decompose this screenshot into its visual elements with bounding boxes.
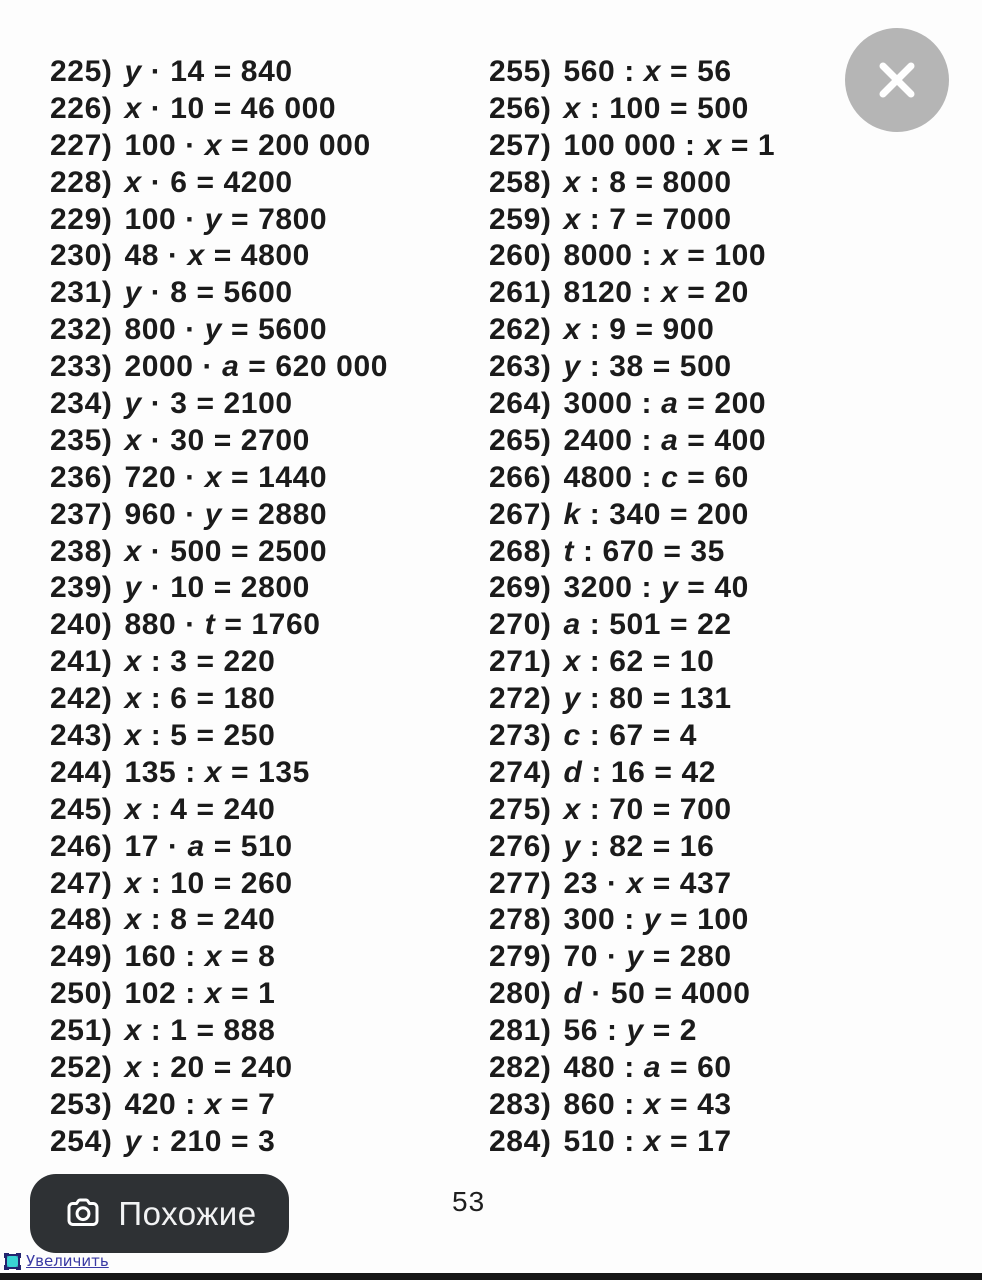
- problem-number: 246): [50, 829, 113, 863]
- equation-text: 56 : y = 2: [563, 1014, 698, 1048]
- problem-number: 263): [489, 350, 552, 384]
- equation-row: [50, 460, 388, 497]
- bottom-bar: [0, 1273, 982, 1280]
- equation-row: [489, 1013, 775, 1050]
- equation-text: x : 10 = 260: [124, 866, 293, 900]
- problem-number: 244): [50, 755, 113, 789]
- equation-text: x : 62 = 10: [563, 645, 715, 679]
- problem-number: 249): [50, 940, 113, 974]
- problem-number: 269): [489, 571, 552, 605]
- camera-lens-icon: [62, 1193, 104, 1235]
- problem-number: 252): [50, 1051, 113, 1085]
- problem-number: 245): [50, 792, 113, 826]
- equation-text: 3000 : a = 200: [563, 387, 767, 421]
- problem-number: 242): [50, 682, 113, 716]
- problems-column-right: [489, 54, 775, 1161]
- problem-number: 258): [489, 165, 552, 199]
- problem-number: 234): [50, 387, 113, 421]
- problem-number: 247): [50, 866, 113, 900]
- enlarge-link[interactable]: [4, 1252, 109, 1270]
- problem-number: 271): [489, 645, 552, 679]
- equation-text: x : 4 = 240: [124, 792, 276, 826]
- equation-row: [50, 1087, 388, 1124]
- equation-row: [489, 165, 775, 202]
- problem-number: 262): [489, 313, 552, 347]
- problem-number: 256): [489, 91, 552, 125]
- problem-number: 229): [50, 202, 113, 236]
- equation-row: [50, 829, 388, 866]
- equation-text: 48 · x = 4800: [124, 239, 310, 273]
- equation-text: x · 10 = 46 000: [124, 91, 337, 125]
- equation-row: [489, 607, 775, 644]
- equation-row: [50, 902, 388, 939]
- similar-button-label: Похожие: [118, 1194, 257, 1232]
- problem-number: 251): [50, 1014, 113, 1048]
- equation-row: [50, 1124, 388, 1161]
- equation-row: [50, 1050, 388, 1087]
- equation-row: [50, 866, 388, 903]
- equation-row: [50, 755, 388, 792]
- problem-number: 279): [489, 940, 552, 974]
- problem-number: 255): [489, 55, 552, 88]
- equation-text: y · 3 = 2100: [124, 387, 293, 421]
- equation-text: 860 : x = 43: [563, 1087, 732, 1121]
- equation-text: x : 7 = 7000: [563, 202, 732, 236]
- equation-row: [489, 866, 775, 903]
- problem-number: 227): [50, 128, 113, 162]
- equation-row: [50, 238, 388, 275]
- equation-row: [489, 423, 775, 460]
- equation-row: [50, 607, 388, 644]
- problem-number: 241): [50, 645, 113, 679]
- equation-text: x : 70 = 700: [563, 792, 732, 826]
- equation-text: x : 5 = 250: [124, 719, 276, 753]
- equation-row: [489, 534, 775, 571]
- equation-text: 8000 : x = 100: [563, 239, 767, 273]
- equation-row: [489, 1087, 775, 1124]
- problem-number: 232): [50, 313, 113, 347]
- equation-text: 100 000 : x = 1: [563, 128, 776, 162]
- problem-number: 236): [50, 460, 113, 494]
- equation-text: y : 82 = 16: [563, 829, 715, 863]
- equation-row: [489, 54, 775, 91]
- equation-text: x : 9 = 900: [563, 313, 715, 347]
- equation-row: [50, 54, 388, 91]
- equation-row: [489, 681, 775, 718]
- equation-row: [50, 570, 388, 607]
- equation-text: 720 · x = 1440: [124, 460, 328, 494]
- close-button[interactable]: [845, 28, 949, 132]
- equation-text: 2400 : a = 400: [563, 423, 767, 457]
- equation-text: y : 80 = 131: [563, 682, 732, 716]
- problem-number: 260): [489, 239, 552, 273]
- equation-row: [50, 718, 388, 755]
- equation-row: [50, 497, 388, 534]
- equation-text: 960 · y = 2880: [124, 497, 328, 531]
- problem-number: 237): [50, 497, 113, 531]
- equation-text: x · 500 = 2500: [124, 534, 328, 568]
- equation-row: [50, 128, 388, 165]
- equation-text: 3200 : y = 40: [563, 571, 749, 605]
- problem-number: 267): [489, 497, 552, 531]
- equation-text: c : 67 = 4: [563, 719, 698, 753]
- equation-text: x : 20 = 240: [124, 1051, 293, 1085]
- equation-row: [489, 202, 775, 239]
- equation-row: [50, 681, 388, 718]
- equation-row: [489, 976, 775, 1013]
- equation-row: [50, 1013, 388, 1050]
- equation-row: [489, 91, 775, 128]
- equation-row: [489, 718, 775, 755]
- problem-number: 228): [50, 165, 113, 199]
- equation-text: 880 · t = 1760: [124, 608, 321, 642]
- problem-number: 231): [50, 276, 113, 310]
- equation-text: x : 1 = 888: [124, 1014, 276, 1048]
- equation-text: y : 38 = 500: [563, 350, 732, 384]
- equation-row: [50, 91, 388, 128]
- equation-text: 102 : x = 1: [124, 977, 276, 1011]
- equation-text: 560 : x = 56: [563, 55, 732, 88]
- equation-text: y · 10 = 2800: [124, 571, 310, 605]
- equation-text: 4800 : c = 60: [563, 460, 749, 494]
- selection-zoom-icon: [4, 1253, 21, 1270]
- equation-text: d · 50 = 4000: [563, 977, 751, 1011]
- problem-number: 284): [489, 1124, 552, 1158]
- equation-text: 2000 · a = 620 000: [124, 350, 389, 384]
- equation-text: k : 340 = 200: [563, 497, 749, 531]
- problem-number: 254): [50, 1124, 113, 1158]
- problem-number: 235): [50, 423, 113, 457]
- equation-text: 8120 : x = 20: [563, 276, 749, 310]
- problem-number: 273): [489, 719, 552, 753]
- equation-text: x : 8 = 8000: [563, 165, 732, 199]
- problem-number: 239): [50, 571, 113, 605]
- equation-row: [50, 939, 388, 976]
- equation-row: [50, 275, 388, 312]
- page-number: 53: [452, 1186, 486, 1217]
- problem-number: 282): [489, 1051, 552, 1085]
- equation-text: 800 · y = 5600: [124, 313, 328, 347]
- enlarge-link-label: Увеличить: [26, 1252, 109, 1270]
- equation-text: 300 : y = 100: [563, 903, 749, 937]
- equation-row: [489, 792, 775, 829]
- problem-number: 268): [489, 534, 552, 568]
- problem-number: 250): [50, 977, 113, 1011]
- problem-number: 272): [489, 682, 552, 716]
- equation-row: [489, 128, 775, 165]
- equation-row: [489, 644, 775, 681]
- equation-row: [489, 312, 775, 349]
- equation-row: [489, 570, 775, 607]
- equation-row: [50, 386, 388, 423]
- equation-text: 23 · x = 437: [563, 866, 732, 900]
- equation-row: [489, 349, 775, 386]
- equation-row: [489, 939, 775, 976]
- problem-number: 257): [489, 128, 552, 162]
- equation-text: t : 670 = 35: [563, 534, 725, 568]
- equation-row: [50, 165, 388, 202]
- equation-row: [489, 829, 775, 866]
- equation-text: 480 : a = 60: [563, 1051, 732, 1085]
- problem-number: 280): [489, 977, 552, 1011]
- equation-text: 70 · y = 280: [563, 940, 732, 974]
- equation-row: [489, 497, 775, 534]
- problem-number: 283): [489, 1087, 552, 1121]
- equation-row: [50, 202, 388, 239]
- equation-row: [50, 644, 388, 681]
- equation-row: [50, 976, 388, 1013]
- problem-number: 261): [489, 276, 552, 310]
- problem-number: 274): [489, 755, 552, 789]
- equation-text: x : 100 = 500: [563, 91, 749, 125]
- equation-row: [50, 349, 388, 386]
- problem-number: 225): [50, 55, 113, 88]
- equation-row: [489, 238, 775, 275]
- problem-number: 264): [489, 387, 552, 421]
- problem-number: 248): [50, 903, 113, 937]
- similar-button[interactable]: [30, 1174, 289, 1253]
- close-icon: [874, 57, 920, 103]
- problem-number: 238): [50, 534, 113, 568]
- equation-text: a : 501 = 22: [563, 608, 732, 642]
- equation-row: [489, 386, 775, 423]
- problems-column-left: [50, 54, 388, 1161]
- equation-row: [50, 312, 388, 349]
- equation-row: [489, 275, 775, 312]
- equation-row: [50, 534, 388, 571]
- equation-row: [489, 1050, 775, 1087]
- equation-row: [50, 792, 388, 829]
- equation-text: 135 : x = 135: [124, 755, 310, 789]
- equation-row: [489, 755, 775, 792]
- equation-text: x : 8 = 240: [124, 903, 276, 937]
- problem-number: 275): [489, 792, 552, 826]
- problem-number: 281): [489, 1014, 552, 1048]
- problem-number: 278): [489, 903, 552, 937]
- equation-text: x · 30 = 2700: [124, 423, 310, 457]
- equation-row: [489, 1124, 775, 1161]
- problem-number: 270): [489, 608, 552, 642]
- equation-text: 100 · y = 7800: [124, 202, 328, 236]
- equation-text: d : 16 = 42: [563, 755, 717, 789]
- equation-text: y : 210 = 3: [124, 1124, 276, 1158]
- problem-number: 259): [489, 202, 552, 236]
- equation-text: 420 : x = 7: [124, 1087, 276, 1121]
- equation-text: 17 · a = 510: [124, 829, 293, 863]
- equation-text: 160 : x = 8: [124, 940, 276, 974]
- equation-text: y · 8 = 5600: [124, 276, 293, 310]
- equation-row: [489, 460, 775, 497]
- equation-text: x · 6 = 4200: [124, 165, 293, 199]
- equation-row: [489, 902, 775, 939]
- problem-number: 243): [50, 719, 113, 753]
- equation-text: y · 14 = 840: [124, 55, 293, 88]
- problem-number: 226): [50, 91, 113, 125]
- equation-text: x : 6 = 180: [124, 682, 276, 716]
- problem-number: 240): [50, 608, 113, 642]
- problem-number: 266): [489, 460, 552, 494]
- problem-number: 233): [50, 350, 113, 384]
- problem-number: 265): [489, 423, 552, 457]
- equation-text: x : 3 = 220: [124, 645, 276, 679]
- problem-number: 253): [50, 1087, 113, 1121]
- problem-number: 277): [489, 866, 552, 900]
- equation-text: 100 · x = 200 000: [124, 128, 371, 162]
- equation-row: [50, 423, 388, 460]
- problem-number: 230): [50, 239, 113, 273]
- equation-text: 510 : x = 17: [563, 1124, 732, 1158]
- problem-number: 276): [489, 829, 552, 863]
